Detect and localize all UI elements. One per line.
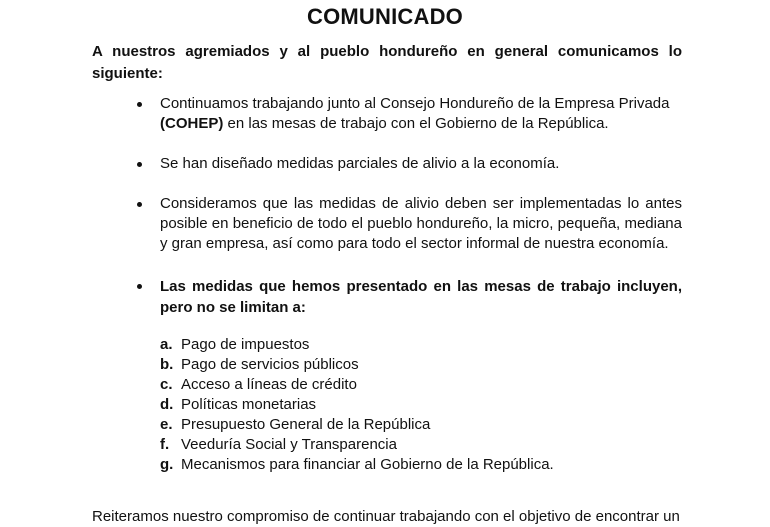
bullet-paragraph-relief: Consideramos que las medidas de alivio deben ser implementadas lo antes posible en beneficio de todo el pueblo hondureño, la micro, pequeña, mediana y gran empresa, así como para todo el sector informal de nuestra economía.	[160, 195, 682, 252]
list-item	[160, 335, 680, 355]
list-item-letter: g.	[160, 456, 174, 473]
page-title: COMUNICADO	[307, 4, 463, 29]
list-item	[160, 415, 680, 435]
list-item-letter: c.	[160, 376, 173, 393]
list-item-text: Veeduría Social y Transparencia	[181, 436, 397, 453]
measures-list	[160, 335, 680, 475]
list-item-text: Acceso a líneas de crédito	[181, 376, 357, 393]
list-item-text: Pago de servicios públicos	[181, 356, 359, 373]
list-item-text: Políticas monetarias	[181, 396, 317, 413]
list-item-letter: a.	[160, 336, 173, 353]
cohep-acronym: (COHEP)	[160, 115, 224, 132]
list-item-letter: b.	[160, 356, 174, 373]
list-item-letter: f.	[160, 436, 170, 453]
intro-paragraph: A nuestros agremiados y al pueblo hondureño en general comunicamos lo siguiente:	[92, 43, 682, 82]
list-item-letter: e.	[160, 416, 173, 433]
list-item	[160, 395, 680, 415]
bullet-marker	[133, 194, 157, 207]
closing-paragraph: Reiteramos nuestro compromiso de continuar trabajando con el objetivo de encontrar un	[92, 508, 680, 525]
bullet-paragraph-cohep	[160, 94, 682, 134]
bullet-paragraph-proposed-measures: Las medidas que hemos presentado en las mesas de trabajo incluyen, pero no se limitan a:	[160, 278, 682, 316]
bullet-text-end: en las mesas de trabajo con el Gobierno de la República.	[223, 115, 609, 132]
list-item	[160, 375, 680, 395]
list-item-letter: d.	[160, 396, 174, 413]
bullet-marker	[133, 276, 157, 289]
list-item-text: Presupuesto General de la República	[181, 416, 431, 433]
list-item	[160, 355, 680, 375]
bullet-marker	[133, 154, 157, 167]
bullet-text-start: Continuamos trabajando junto al Consejo Hondureño de la Empresa Privada	[160, 95, 670, 112]
list-item	[160, 455, 680, 475]
list-item-text: Pago de impuestos	[181, 336, 310, 353]
list-item	[160, 435, 680, 455]
bullet-paragraph-measures-designed: Se han diseñado medidas parciales de alivio a la economía.	[160, 155, 560, 172]
bullet-marker	[133, 94, 157, 107]
list-item-text: Mecanismos para financiar al Gobierno de la República.	[181, 456, 554, 473]
